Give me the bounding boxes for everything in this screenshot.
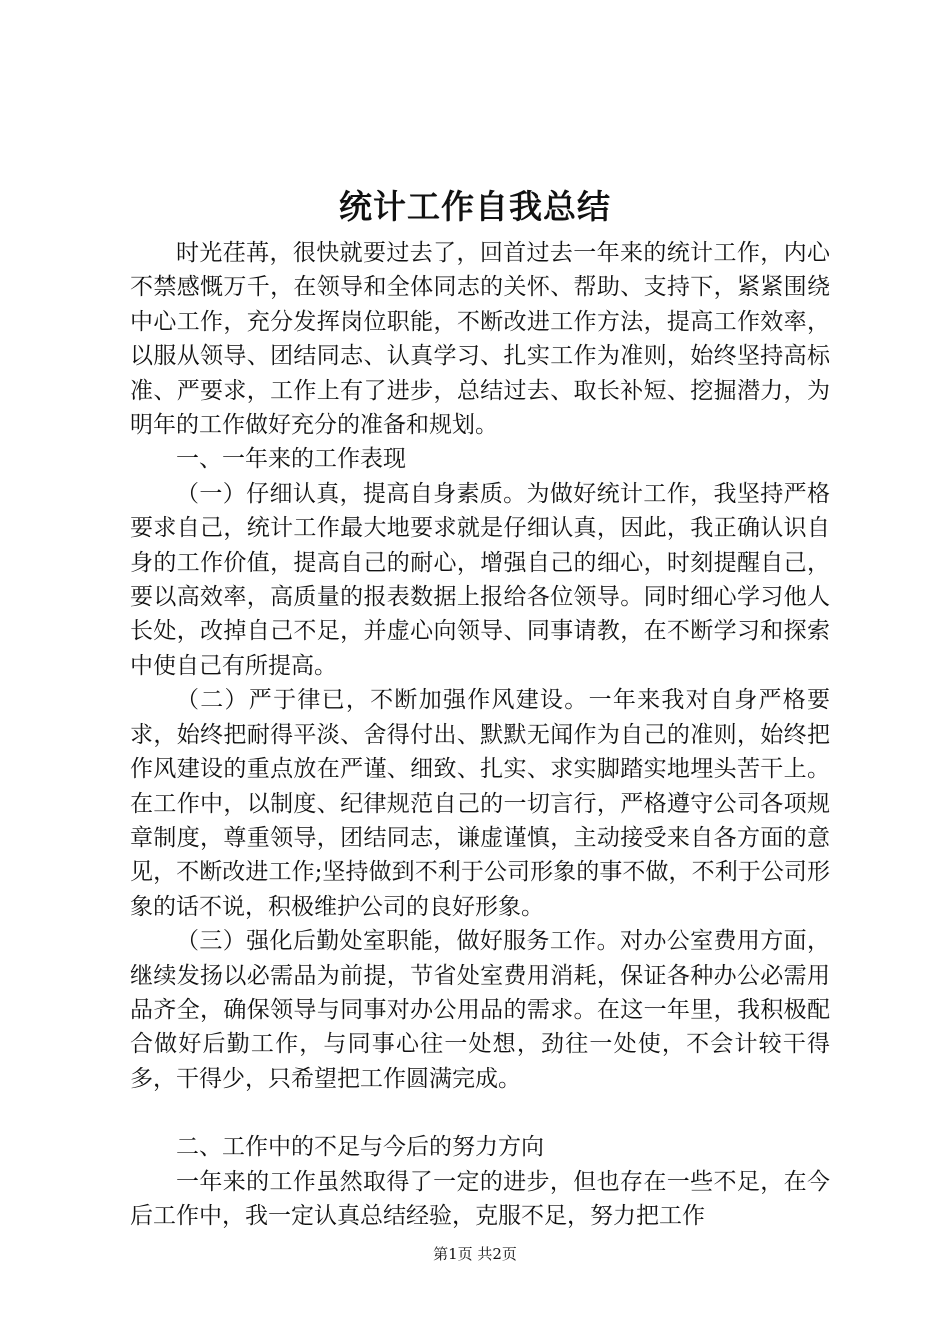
subsection-paragraph-3: （三）强化后勤处室职能，做好服务工作。对办公室费用方面，继续发扬以必需品为前提，节省处室费用消耗，保证各种办公必需用品齐全，确保领导与同事对办公用品的需求。在这一年里，我积极配合做好后勤工作，与同事心往一处想，劲往一处使，不会计较干得多，干得少，只希望把工作圆满完成。	[130, 928, 830, 1092]
document-body	[130, 236, 830, 1233]
intro-paragraph: 时光荏苒，很快就要过去了，回首过去一年来的统计工作，内心不禁感慨万千，在领导和全体同志的关怀、帮助、支持下，紧紧围绕中心工作，充分发挥岗位职能，不断改进工作方法，提高工作效率，以服从领导、团结同志、认真学习、扎实工作为准则，始终坚持高标准、严要求，工作上有了进步，总结过去、取长补短、挖掘潜力，为明年的工作做好充分的准备和规划。	[130, 240, 830, 439]
section-heading-2: 二、工作中的不足与今后的努力方向	[176, 1134, 544, 1161]
paragraph-spacer	[130, 1096, 830, 1130]
subsection-paragraph-1: （一）仔细认真，提高自身素质。为做好统计工作，我坚持严格要求自己，统计工作最大地要求就是仔细认真，因此，我正确认识自身的工作价值，提高自己的耐心，增强自己的细心，时刻提醒自己，要以高效率，高质量的报表数据上报给各位领导。同时细心学习他人长处，改掉自己不足，并虚心向领导、同事请教，在不断学习和探索中使自己有所提高。	[130, 480, 830, 679]
subsection-paragraph-2: （二）严于律已，不断加强作风建设。一年来我对自身严格要求，始终把耐得平淡、舍得付出、默默无闻作为自己的准则，始终把作风建设的重点放在严谨、细致、扎实、求实脚踏实地埋头苦干上。在工作中，以制度、纪律规范自己的一切言行，严格遵守公司各项规章制度，尊重领导，团结同志，谦虚谨慎，主动接受来自各方面的意见，不断改进工作;坚持做到不利于公司形象的事不做，不利于公司形象的话不说，积极维护公司的良好形象。	[130, 687, 830, 920]
section-heading-1: 一、一年来的工作表现	[176, 446, 406, 473]
page-number-footer: 第1页 共2页	[433, 1245, 517, 1263]
document-title: 统计工作自我总结	[339, 187, 611, 226]
closing-paragraph: 一年来的工作虽然取得了一定的进步，但也存在一些不足，在今后工作中，我一定认真总结经验，克服不足，努力把工作	[130, 1168, 830, 1229]
